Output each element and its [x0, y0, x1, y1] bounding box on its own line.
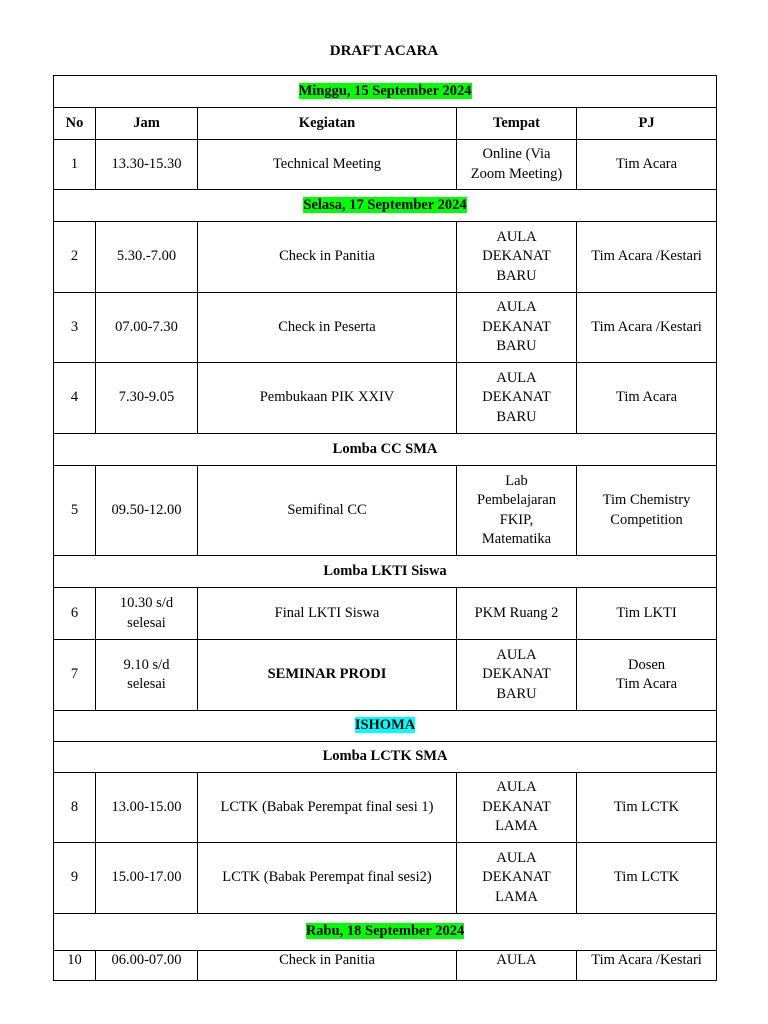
cell-line: Online (Via [482, 146, 551, 162]
cell-jam: 06.00-07.00 [96, 951, 198, 981]
cell-jam: 09.50-12.00 [96, 466, 198, 556]
table-header-row [54, 108, 717, 140]
cell-pj: Tim Acara /Kestari [577, 293, 717, 363]
cell-line: Pembelajaran [477, 492, 556, 508]
table-row [54, 640, 717, 711]
cell-line: DEKANAT [482, 248, 551, 265]
cell-line: Dosen [628, 656, 666, 673]
section-header-label: Lomba LKTI Siswa [54, 556, 717, 588]
cell-line: Tim Chemistry [602, 492, 691, 508]
table-row [54, 293, 717, 363]
cell-line: DEKANAT [482, 389, 551, 406]
cell-no: 6 [54, 588, 96, 640]
table-row [54, 843, 717, 914]
cell-kegiatan: Pembukaan PIK XXIV [198, 363, 457, 434]
table-row [54, 588, 717, 640]
column-header-tempat: Tempat [457, 108, 577, 140]
column-header-jam: Jam [96, 108, 198, 140]
section-header-row [54, 556, 717, 588]
cell-line: DEKANAT [482, 666, 551, 683]
table-row [54, 140, 717, 190]
day-header-row [54, 914, 717, 951]
cell-line: LAMA [495, 888, 538, 905]
cell-line: Zoom Meeting) [470, 165, 563, 182]
cell-line: DEKANAT [482, 869, 551, 886]
column-header-pj: PJ [577, 108, 717, 140]
cell-pj: Tim Acara /Kestari [577, 951, 717, 981]
cell-tempat [457, 466, 577, 556]
day-header-row [54, 76, 717, 108]
column-header-no: No [54, 108, 96, 140]
cell-pj [577, 640, 717, 711]
cell-tempat [457, 843, 577, 914]
cell-jam: 13.30-15.30 [96, 140, 198, 190]
section-header-label: Lomba CC SMA [54, 434, 717, 466]
section-header-row [54, 742, 717, 773]
cell-kegiatan: Technical Meeting [198, 140, 457, 190]
cell-line: DEKANAT [482, 798, 551, 815]
cell-jam: 13.00-15.00 [96, 773, 198, 843]
cell-pj: Tim LCTK [577, 843, 717, 914]
cell-tempat [457, 363, 577, 434]
cell-jam: 5.30.-7.00 [96, 222, 198, 293]
cell-kegiatan: Final LKTI Siswa [198, 588, 457, 640]
cell-line: selesai [127, 614, 166, 631]
cell-tempat: PKM Ruang 2 [457, 588, 577, 640]
cell-kegiatan: Semifinal CC [198, 466, 457, 556]
cell-line: BARU [496, 338, 537, 355]
cell-line: DEKANAT [482, 318, 551, 335]
cell-line: AULA [496, 779, 537, 796]
cell-line: Competition [610, 511, 683, 528]
break-label: ISHOMA [354, 717, 416, 734]
cell-line: AULA [496, 646, 537, 663]
cell-tempat [457, 222, 577, 293]
cell-line: AULA [496, 369, 537, 386]
cell-jam: 15.00-17.00 [96, 843, 198, 914]
cell-line: Matematika [481, 531, 552, 547]
break-row [54, 711, 717, 742]
cell-pj: Tim LCTK [577, 773, 717, 843]
document-title: DRAFT ACARA [329, 43, 439, 59]
schedule-table [53, 75, 717, 981]
cell-kegiatan: Check in Panitia [198, 951, 457, 981]
cell-line: selesai [127, 676, 166, 692]
cell-pj: Tim Acara /Kestari [577, 222, 717, 293]
cell-line: AULA [496, 228, 537, 245]
cell-no: 5 [54, 466, 96, 556]
cell-jam: 07.00-7.30 [96, 293, 198, 363]
cell-line: BARU [496, 685, 537, 702]
cell-line: Tim Acara [615, 676, 678, 692]
cell-line: 9.10 s/d [123, 656, 170, 673]
cell-line: FKIP, [499, 511, 534, 528]
cell-pj: Tim Acara [577, 140, 717, 190]
cell-line: BARU [496, 267, 537, 284]
table-row [54, 222, 717, 293]
cell-no: 7 [54, 640, 96, 711]
cell-pj: Tim Acara [577, 363, 717, 434]
cell-kegiatan: LCTK (Babak Perempat final sesi 1) [198, 773, 457, 843]
cell-pj: Tim LKTI [577, 588, 717, 640]
cell-no: 10 [54, 951, 96, 981]
cell-tempat: AULA [457, 951, 577, 981]
table-row [54, 951, 717, 981]
day-header-label: Selasa, 17 September 2024 [303, 196, 467, 213]
day-header-label: Minggu, 15 September 2024 [298, 82, 472, 99]
cell-line: AULA [496, 849, 537, 866]
cell-jam [96, 588, 198, 640]
cell-kegiatan: Check in Peserta [198, 293, 457, 363]
cell-pj [577, 466, 717, 556]
cell-line: BARU [496, 408, 537, 425]
section-header-row [54, 434, 717, 466]
column-header-kegiatan: Kegiatan [198, 108, 457, 140]
cell-tempat [457, 140, 577, 190]
cell-line: AULA [496, 299, 537, 316]
cell-line: 10.30 s/d [119, 595, 174, 611]
cell-line: LAMA [495, 818, 538, 835]
table-row [54, 466, 717, 556]
cell-kegiatan: LCTK (Babak Perempat final sesi2) [198, 843, 457, 914]
cell-no: 2 [54, 222, 96, 293]
cell-tempat [457, 640, 577, 711]
table-row [54, 773, 717, 843]
day-header-row [54, 190, 717, 222]
table-row [54, 363, 717, 434]
cell-line: Lab [505, 472, 528, 489]
day-header-label: Rabu, 18 September 2024 [305, 923, 465, 940]
cell-no: 1 [54, 140, 96, 190]
cell-no: 4 [54, 363, 96, 434]
cell-jam: 7.30-9.05 [96, 363, 198, 434]
cell-tempat [457, 293, 577, 363]
cell-tempat [457, 773, 577, 843]
section-header-label: Lomba LCTK SMA [54, 742, 717, 773]
cell-kegiatan: SEMINAR PRODI [198, 640, 457, 711]
cell-no: 3 [54, 293, 96, 363]
cell-no: 8 [54, 773, 96, 843]
cell-no: 9 [54, 843, 96, 914]
cell-kegiatan: Check in Panitia [198, 222, 457, 293]
cell-jam [96, 640, 198, 711]
